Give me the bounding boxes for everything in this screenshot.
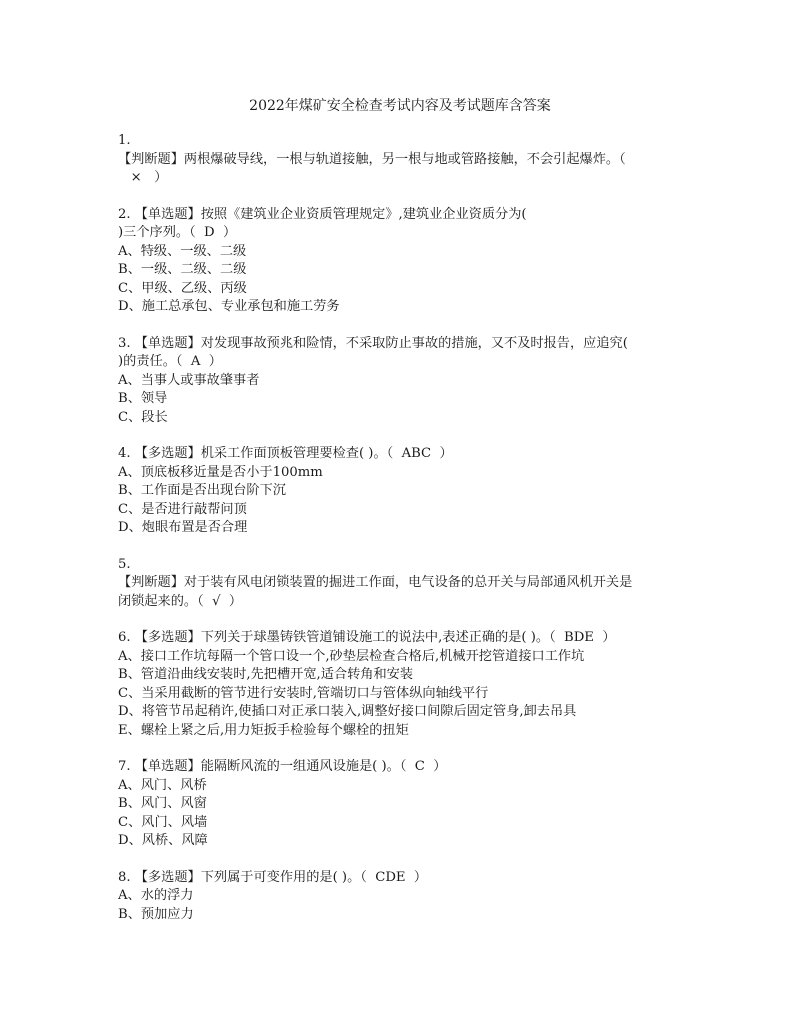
answer-option: A、水的浮力 [118,888,194,903]
answer-option: B、管道沿曲线安装时,先把槽开宽,适合转角和安装 [118,667,414,682]
question-text-line: 4. 【多选题】机采工作面顶板管理要检查( )。（ ABC ） [118,446,453,461]
answer-option: C、是否进行敲帮问顶 [118,501,247,517]
answer-option: B、预加应力 [118,906,194,922]
answer-option: D、将管节吊起稍许,使插口对正承口装入,调整好接口间隙后固定管身,卸去吊具 [118,704,577,719]
answer-option: A、接口工作坑每隔一个管口设一个,砂垫层检查合格后,机械开挖管道接口工作坑 [118,648,585,664]
question-block [118,132,684,188]
answer-option: A、顶底板移近量是否小于100mm [118,464,323,480]
question-text-line: 7. 【单选题】能隔断风流的一组通风设施是( )。（ C ） [118,759,447,774]
answer-option: B、一级、二级、二级 [118,262,247,277]
answer-option: D、风桥、风障 [118,833,208,848]
question-text-line: 闭锁起来的。（ √ ） [118,593,243,609]
question-text-line: 1. [118,133,131,148]
question-text-line: )的责任。（ A ） [118,354,222,369]
answer-option: A、风门、风桥 [118,777,207,793]
question-text-line: × ） [118,170,168,185]
answer-option: A、当事人或事故肇事者 [118,372,260,388]
question-text-line: 6. 【多选题】下列关于球墨铸铁管道铺设施工的说法中,表述正确的是( )。（ BDE ） [118,630,616,645]
answer-option: C、甲级、乙级、丙级 [118,280,247,296]
question-list [118,132,684,942]
question-text-line: 【判断题】对于装有风电闭锁装置的掘进工作面，电气设备的总开关与局部通风机开关是 [118,575,633,590]
question-text-line: 【判断题】两根爆破导线，一根与轨道接触，另一根与地或管路接触，不会引起爆炸。（ [118,151,626,167]
question-block [118,335,684,428]
answer-option: E、螺栓上紧之后,用力矩扳手检验每个螺栓的扭矩 [118,722,409,738]
document-title: 2022年煤矿安全检查考试内容及考试题库含答案 [249,98,551,114]
answer-option: A、特级、一级、二级 [118,243,247,259]
answer-option: C、段长 [118,409,168,425]
answer-option: C、当采用截断的管节进行安装时,管端切口与管体纵向轴线平行 [118,685,489,701]
question-block [118,206,684,317]
answer-option: B、工作面是否出现台阶下沉 [118,483,286,498]
question-text-line: )三个序列。（ D ） [118,225,237,240]
answer-option: B、风门、风窗 [118,796,207,811]
question-text-line: 3. 【单选题】对发现事故预兆和险情，不采取防止事故的措施，又不及时报告，应追究( [118,335,628,351]
answer-option: C、风门、风墙 [118,814,208,830]
question-text-line: 2. 【单选题】按照《建筑业企业资质管理规定》,建筑业企业资质分为( [118,206,527,222]
answer-option: B、领导 [118,391,168,406]
question-block [118,758,684,851]
question-block [118,556,684,612]
question-block [118,629,684,740]
answer-option: D、施工总承包、专业承包和施工劳务 [118,299,340,314]
question-text-line: 8. 【多选题】下列属于可变作用的是( )。（ CDE ） [118,869,428,885]
answer-option: D、炮眼布置是否合理 [118,520,248,535]
question-block [118,869,684,925]
question-text-line: 5. [118,556,131,572]
question-block [118,445,684,538]
